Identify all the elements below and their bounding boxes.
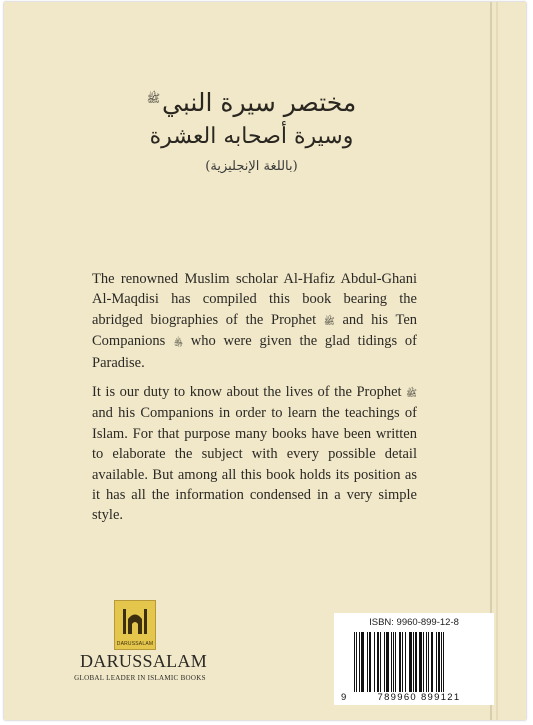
book-back-cover — [4, 2, 526, 720]
honorific-mark: ﷺ — [146, 91, 160, 105]
arabic-language-note: (باللغة الإنجليزية) — [205, 159, 298, 174]
isbn-text: ISBN: 9960-899-12-8 — [369, 617, 459, 628]
barcode-label — [334, 613, 494, 705]
publisher-logo — [114, 600, 156, 650]
mosque-icon — [123, 607, 147, 634]
barcode-lead-digit: 9 — [341, 692, 347, 703]
publisher-tagline: GLOBAL LEADER IN ISLAMIC BOOKS — [74, 674, 206, 682]
barcode-bar — [443, 632, 444, 692]
publisher-name: DARUSSALAM — [80, 651, 208, 671]
blurb — [92, 269, 417, 535]
honorific-mark: ﷺ — [323, 315, 335, 326]
blurb-paragraph-1: The renowned Muslim scholar Al-Hafiz Abdul-Ghani Al-Maqdisi has compiled this book bearing the abridged biographies of the Prophet ﷺ and his Ten Companions ﵃ who were given the glad tidings of Paradise. — [92, 271, 418, 371]
honorific-mark: ﷺ — [406, 388, 418, 399]
blurb-paragraph-2: It is our duty to know about the lives of the Prophet ﷺ and his Companions in order to learn the teachings of Islam. For that purpose many books have been written to elaborate the subject with every possible detail available. But among all this book holds its position as it has all the information condensed in a very simple style. — [92, 384, 418, 524]
arabic-title: مختصر سيرة النبي$^ﷺ$ — [146, 88, 357, 117]
barcode-bars — [354, 632, 480, 692]
barcode-digits: 789960 899121 — [377, 692, 461, 703]
arabic-subtitle: وسيرة أصحابه العشرة — [149, 124, 354, 149]
logo-wordmark: DARUSSALAM — [116, 641, 154, 647]
honorific-mark: ﵃ — [173, 337, 183, 348]
